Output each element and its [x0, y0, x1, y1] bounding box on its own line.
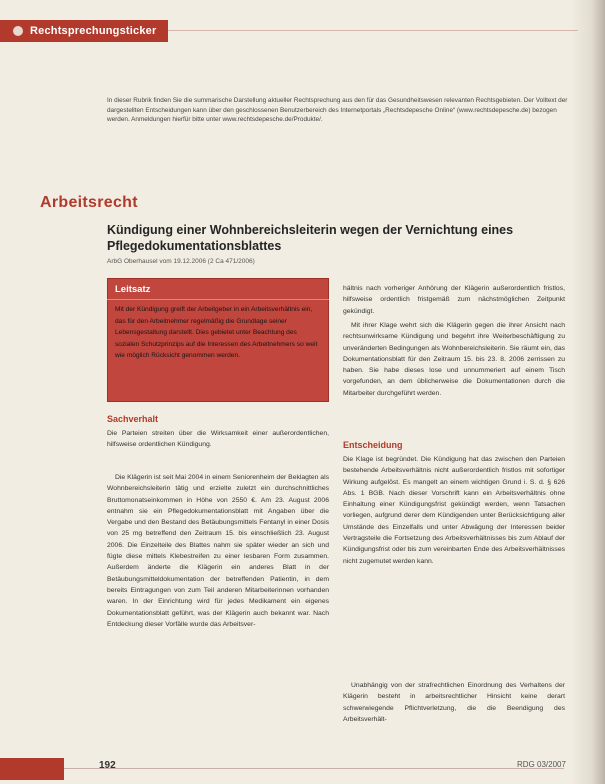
article-citation: ArbG Oberhausel vom 19.12.2006 (2 Ca 471/2006)	[107, 258, 255, 265]
header-rule	[168, 30, 578, 31]
intro-text: In dieser Rubrik finden Sie die summarische Darstellung aktueller Rechtsprechung aus den für das Gesundheitswesen relevanten Rechtsgebieten. Der Volltext der dargestellten Entscheidungen kann über den geschlossenen Benutzerbereich des Internetportals „Rechtsdepesche Online“ (www.rechtsdepesche.de) bezogen werden. Anmeldungen hierfür bitte unter www.rechtsdepesche.de/Produkte/.	[107, 97, 568, 124]
page-number: 192	[99, 760, 116, 771]
leitsatz-box	[107, 278, 329, 402]
sachverhalt-paragraph-1: Die Parteien streiten über die Wirksamkeit einer außerordentlichen, hilfsweise ordentlichen Kündigung.	[107, 430, 329, 449]
page-edge-shadow	[571, 0, 605, 784]
entscheidung-heading: Entscheidung	[343, 440, 403, 450]
journal-issue: RDG 03/2007	[517, 760, 566, 769]
right-paragraph-1: hältnis nach vorheriger Anhörung der Klägerin außerordentlich fristlos, hilfsweise ordentlich fristgemäß zum nächstmöglichen Zeitpunkt gekündigt.	[343, 285, 565, 315]
sachverhalt-heading: Sachverhalt	[107, 414, 159, 424]
section-title: Arbeitsrecht	[40, 194, 138, 211]
bullet-icon	[13, 26, 23, 36]
leitsatz-heading: Leitsatz	[115, 284, 151, 295]
right-paragraph-2: Mit ihrer Klage wehrt sich die Klägerin gegen die ihrer Ansicht nach rechtsunwirksame Kündigung und begehrt ihre Weiterbeschäftigung zu unveränderten Bedingungen als Wohnbereichsleiterin. Sie räumt ein, das Dokumentationsblatt für den Zeitraum 15. bis 23. 8. 2006 zerrissen zu haben. Sie habe dieses lose und unnummeriert auf einem Tisch vorgefunden, an dem üblicherweise die Dokumentationen durch die Mitarbeiter durchgeführt werden.	[343, 322, 565, 397]
entscheidung-paragraph-1: Die Klage ist begründet. Die Kündigung hat das zwischen den Parteien bestehende Arbeitsverhältnis nicht außerordentlich fristlos mit sofortiger Wirkung aufgelöst. Es mangelt an einem wichtigen Grund i. S. d. § 626 Abs. 1 BGB. Nach dieser Vorschrift kann ein Arbeitsverhältnis ohne Einhaltung einer Kündigungsfrist gekündigt werden, wenn Tatsachen vorliegen, aufgrund derer dem Kündigenden unter Berücksichtigung aller Umstände des Einzelfalls und unter Abwägung der Interessen beider Vertragsteile die Fortsetzung des Arbeitsverhältnisses bis zum Ablauf der Kündigungsfrist oder bis zum vereinbarten Ende des Arbeitsverhältnisses nicht zugemutet werden kann.	[343, 456, 565, 565]
leitsatz-text: Mit der Kündigung greift der Arbeitgeber in ein Arbeitsverhältnis ein, das für den Arbeitnehmer regelmäßig die Grundlage seiner Lebensgestaltung darstellt. Dies gebietet unter Beachtung des sozialen Schutzprinzips auf die Interessen des Arbeitnehmers so weit wie möglich Rücksicht genommen werden.	[115, 306, 318, 359]
section-header-bar	[0, 20, 168, 42]
footer-rule	[64, 768, 564, 769]
leitsatz-divider	[107, 299, 329, 300]
footer-bar	[0, 758, 64, 780]
article-title: Kündigung einer Wohnbereichsleiterin wegen der Vernichtung eines Pflegedokumentationsblattes	[107, 223, 514, 253]
sachverhalt-paragraph-2: Die Klägerin ist seit Mai 2004 in einem Seniorenheim der Beklagten als Wohnbereichsleiterin tätig und erzielte zuletzt ein durchschnittliches Bruttomonatseinkommen in Höhe von 2550 €. Am 23. August 2006 entnahm sie ein Pflegedokumentationsblatt mit Angaben über die Vergabe und den Bestand des Betäubungsmittels Fentanyl in einer Dosis von 25 mg betreffend den Zeitraum 15. bis einschließlich 23. August 2006. Die Einzelteile des Blattes nahm sie später wieder an sich und fügte diese mittels Klebestreifen zu einer lesbaren Form zusammen. Außerdem änderte die Klägerin ein anderes Blatt in der Betäubungsmitteldokumentation der betreffenden Patientin, in dem bereits Eintragungen von zum Teil anderen Mitarbeiterinnen vorhanden waren. In der Einrichtung wird für jedes Medikament ein eigenes Dokumentationsblatt geführt, was der Klägerin auch bekannt war. Nach Entdeckung dieser Vorfälle wurde das Arbeitsver-	[107, 474, 329, 628]
header-label: Rechtsprechungsticker	[30, 25, 157, 37]
entscheidung-paragraph-2: Unabhängig von der strafrechtlichen Einordnung des Verhaltens der Klägerin besteht in arbeitsrechtlicher Hinsicht keine derart schwerwiegende Pflichtverletzung, die die Beendigung des Arbeitsverhält-	[343, 682, 565, 723]
